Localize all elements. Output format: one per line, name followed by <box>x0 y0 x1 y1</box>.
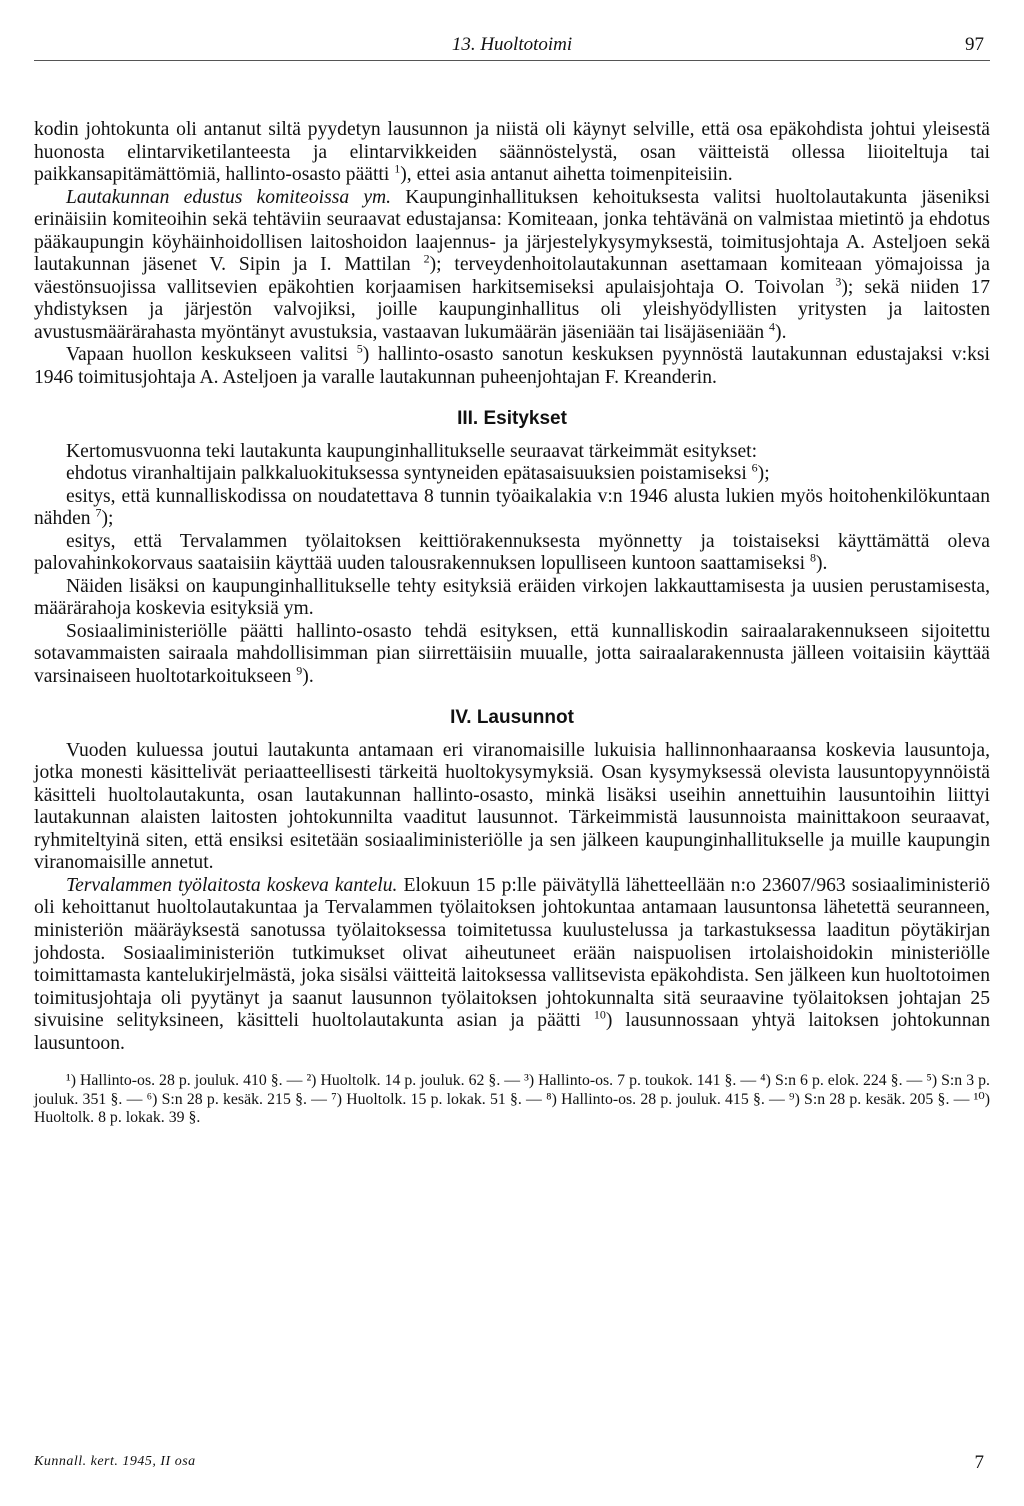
paragraph: kodin johtokunta oli antanut siltä pyydetyn lausunnon ja niistä oli käynyt selville, että osa epäkohdista johtui yleisestä huonosta elintarviketilanteesta ja elintarvikkeiden säännöstelystä, osan väitteistä ollessa liioiteltuja tai paikkansapitämättömiä, hallinto-osasto päätti $^1$), ettei asia antanut aihetta toimenpiteisiin. <box>34 119 990 186</box>
footnote-ref: 2 <box>423 251 430 266</box>
chapter-title: 13. Huoltotoimi <box>451 34 573 55</box>
source-line: Kunnall. kert. 1945, II osa <box>34 1454 196 1469</box>
footnote-ref: 5 <box>356 341 363 356</box>
paragraph: Sosiaaliministeriölle päätti hallinto-osasto tehdä esityksen, että kunnalliskodin sairaalarakennukseen sijoitettu sotavammaisten sairaala mahdollisimman pian siirrettäisiin muualle, jotta sairaalarakennusta jälleen voitaisiin käyttää varsinaiseen huoltotarkoitukseen $^9$). <box>34 620 990 688</box>
paragraph-lead: Tervalammen työlaitosta koskeva kantelu. <box>66 874 398 896</box>
body-text <box>34 119 990 1055</box>
paragraph: Vuoden kuluessa joutui lautakunta antamaan eri viranomaisille lukuisia hallinnonhaaraansa koskevia lausuntoja, jotka monesti käsittelivät periaatteellisesti tärkeitä huoltokysymyksiä. Osan kysymyksessä olevista lausuntopyynnöistä käsitteli huoltolautakunta, osan lautakunnan hallinto-osasto, minkä lisäksi useihin annettuihin lausuntoihin liittyi lautakunnan alaisten laitosten johtokunnilta vaaditut lausunnot. Tärkeimmistä lausunnoista mainittakoon seuraavat, ryhmiteltyinä siten, että ensiksi esitetään sosiaaliministeriölle ja sen jälkeen kaupunginhallitukselle ja muille kaupungin viranomaisille annetut. <box>34 739 990 874</box>
footnote-ref: 8 <box>809 550 816 565</box>
footnote-ref: 4 <box>769 319 776 334</box>
footnote-ref: 9 <box>296 663 303 678</box>
paragraph-lead: Lautakunnan edustus komiteoissa ym. <box>66 186 392 208</box>
page-number: 97 <box>965 34 984 55</box>
signature-mark: 7 <box>974 1452 984 1473</box>
running-header <box>34 30 990 61</box>
section-heading: IV. Lausunnot <box>450 706 574 728</box>
footnote-ref: 1 <box>394 161 401 176</box>
footnote-ref: 10 <box>593 1007 606 1022</box>
paragraph: Tervalammen työlaitosta koskeva kantelu. Elokuun 15 p:lle päivätyllä lähetteellään n:o 23607/963 sosiaaliministeriö oli kehoittanut huoltolautakuntaa ja Tervalammen työlaitoksen johtokuntaa antamaan lausuntonsa lähetettä seuranneen, ministeriön määräyksestä sanotussa työlaitoksessa toimitetussa kuulustelussa ja tarkastuksessa laaditun pöytäkirjan johdosta. Sosiaaliministeriön tutkimukset olivat aiheutuneet erään naispuolisen irtolaishoidokin ministeriölle toimittamasta kantelukirjelmästä, joka sisälsi väitteitä laitoksessa vallitsevista epäkohdista. Sen jälkeen kun huoltotoimen toimitusjohtaja oli pyytänyt ja saanut lausunnon työlaitoksen johtokunnalta sitä seuraavine työlaitoksen johtajan 25 sivuisine selityksineen, käsitteli huoltolautakunta asian ja päätti $^{10}$) lausunnossaan yhtyä laitoksen johtokunnan lausuntoon. <box>34 874 990 1054</box>
list-item: esitys, että kunnalliskodissa on noudatettava 8 tunnin työaikalakia v:n 1946 alusta lukien myös hoitohenkilökuntaan nähden $^7$); <box>34 485 990 530</box>
page-footer <box>34 1454 990 1476</box>
footnote-text: ¹) Hallinto-os. 28 p. jouluk. 410 §. — ²) Huoltolk. 14 p. jouluk. 62 §. — ³) Hallinto-os. 7 p. toukok. 141 §. — ⁴) S:n 6 p. elok. 224 §. — ⁵) S:n 3 p. jouluk. 351 §. — ⁶) S:n 28 p. kesäk. 215 §. — ⁷) Huoltolk. 15 p. lokak. 51 §. — ⁸) Hallinto-os. 28 p. jouluk. 415 §. — ⁹) S:n 28 p. kesäk. 205 §. — ¹⁰) Huoltolk. 8 p. lokak. 39 §. <box>34 1072 990 1127</box>
paragraph: Kertomusvuonna teki lautakunta kaupunginhallitukselle seuraavat tärkeimmät esitykset: <box>66 440 758 462</box>
list-item: ehdotus viranhaltijain palkkaluokituksessa syntyneiden epätasaisuuksien poistamiseksi $^6$); <box>66 460 770 485</box>
paragraph: Lautakunnan edustus komiteoissa ym. Kaupunginhallituksen kehoituksesta valitsi huoltolautakunta jäseniksi erinäisiin komiteoihin sekä tehtäviin seuraavat edustajansa: Komiteaan, jonka tehtävänä on valmistaa mietintö ja ehdotus pääkaupungin köyhäinhoidollisen laitoshoidon laajennus- ja järjestelykysymyksestä, toimitusjohtaja A. Asteljoen sekä lautakunnan jäsenet V. Sipin ja I. Mattilan $^2$); terveydenhoitolautakunnan asettamaan komiteaan yömajoissa ja väestönsuojissa vallitsevien epäkohtien korjaamisen harkitsemiseksi apulaisjohtaja O. Toivolan $^3$); sekä niiden 17 yhdistyksen ja järjestön valvojiksi, joille kaupunginhallitus oli yleishyödyllisten yritysten ja laitosten avustusmäärärahasta myöntänyt avustuksia, vastaavan lukumäärän jäseniään tai lisäjäseniään $^4$). <box>34 186 990 343</box>
list-item: esitys, että Tervalammen työlaitoksen keittiörakennuksesta myönnetty ja toistaiseksi käyttämättä oleva palovahinkokorvaus saataisiin käyttää uuden talousrakennuksen lopulliseen kuntoon saattamiseksi $^8$). <box>34 530 990 575</box>
paragraph: Vapaan huollon keskukseen valitsi $^5$) hallinto-osasto sanotun keskuksen pyynnöstä lautakunnan edustajaksi v:ksi 1946 toimitusjohtaja A. Asteljoen ja varalle lautakunnan puheenjohtajan F. Kreanderin. <box>34 341 990 389</box>
footnote-ref: 7 <box>95 505 102 520</box>
paragraph: Näiden lisäksi on kaupunginhallitukselle tehty esityksiä eräiden virkojen lakkauttamisesta ja uusien perustamisesta, määrärahoja koskevia esityksiä ym. <box>34 575 990 620</box>
footnote-ref: 3 <box>835 274 842 289</box>
document-page <box>34 30 990 1480</box>
footnotes <box>34 1072 990 1128</box>
footnote-ref: 6 <box>751 460 758 475</box>
section-heading: III. Esitykset <box>457 407 567 429</box>
